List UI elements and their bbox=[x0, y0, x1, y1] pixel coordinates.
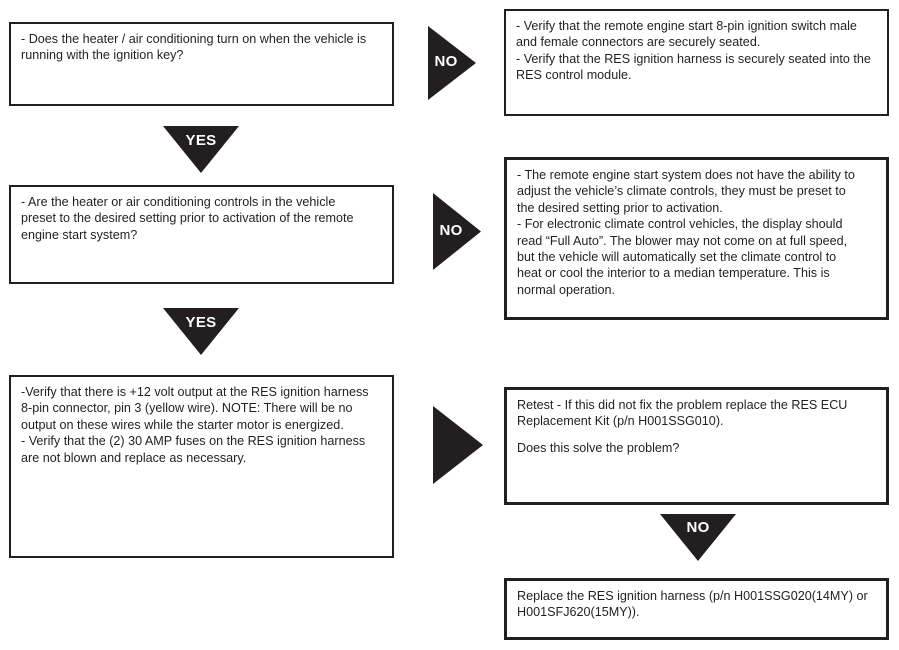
arrow-right-shape bbox=[433, 406, 483, 484]
step-text: - Are the heater or air conditioning controls in the vehicle preset to the desired setting prior to activation of the remote engine start system? bbox=[21, 195, 354, 242]
step-climate-info bbox=[504, 157, 889, 320]
step-verify-voltage-fuses bbox=[9, 375, 394, 558]
step-text: Retest - If this did not fix the problem replace the RES ECU Replacement Kit (p/n H001SSG010). bbox=[517, 398, 848, 429]
arrow-no-label: NO bbox=[686, 519, 710, 536]
step-verify-connectors bbox=[504, 9, 889, 116]
step-replace-harness bbox=[504, 578, 889, 640]
step-heater-ac-question bbox=[9, 22, 394, 106]
step-question: Does this solve the problem? bbox=[517, 440, 680, 455]
step-text: Replace the RES ignition harness (p/n H001SSG020(14MY) or H001SFJ620(15MY)). bbox=[517, 589, 868, 620]
arrow-no-label: NO bbox=[434, 53, 458, 70]
step-climate-preset-question bbox=[9, 185, 394, 284]
step-text: - The remote engine start system does not have the ability to adjust the vehicle’s climate controls, they must be preset to the desired setting prior to activation. - For electronic climate control vehicles, the display should read “Full Auto”. The blower may not come on at full speed, but the vehicle will automatically set the climate control to heat or cool the interior to a median temperature. This is normal operation. bbox=[517, 168, 855, 297]
arrow-yes-label: YES bbox=[185, 132, 217, 149]
step-text: - Does the heater / air conditioning turn on when the vehicle is running with the ignition key? bbox=[21, 32, 367, 63]
arrow-no-label: NO bbox=[439, 222, 463, 239]
step-text: -Verify that there is +12 volt output at the RES ignition harness 8-pin connector, pin 3 (yellow wire). NOTE: There will be no output on these wires while the starter motor is energized. - Verify that the (2) 30 AMP fuses on the RES ignition harness are not blown and replace as necessary. bbox=[21, 385, 369, 465]
step-text: - Verify that the remote engine start 8-pin ignition switch male and female connectors are securely seated. - Verify that the RES ignition harness is securely seated into the RES control module. bbox=[516, 19, 871, 83]
arrow-yes-label: YES bbox=[185, 314, 217, 331]
step-retest-ecu bbox=[504, 387, 889, 505]
